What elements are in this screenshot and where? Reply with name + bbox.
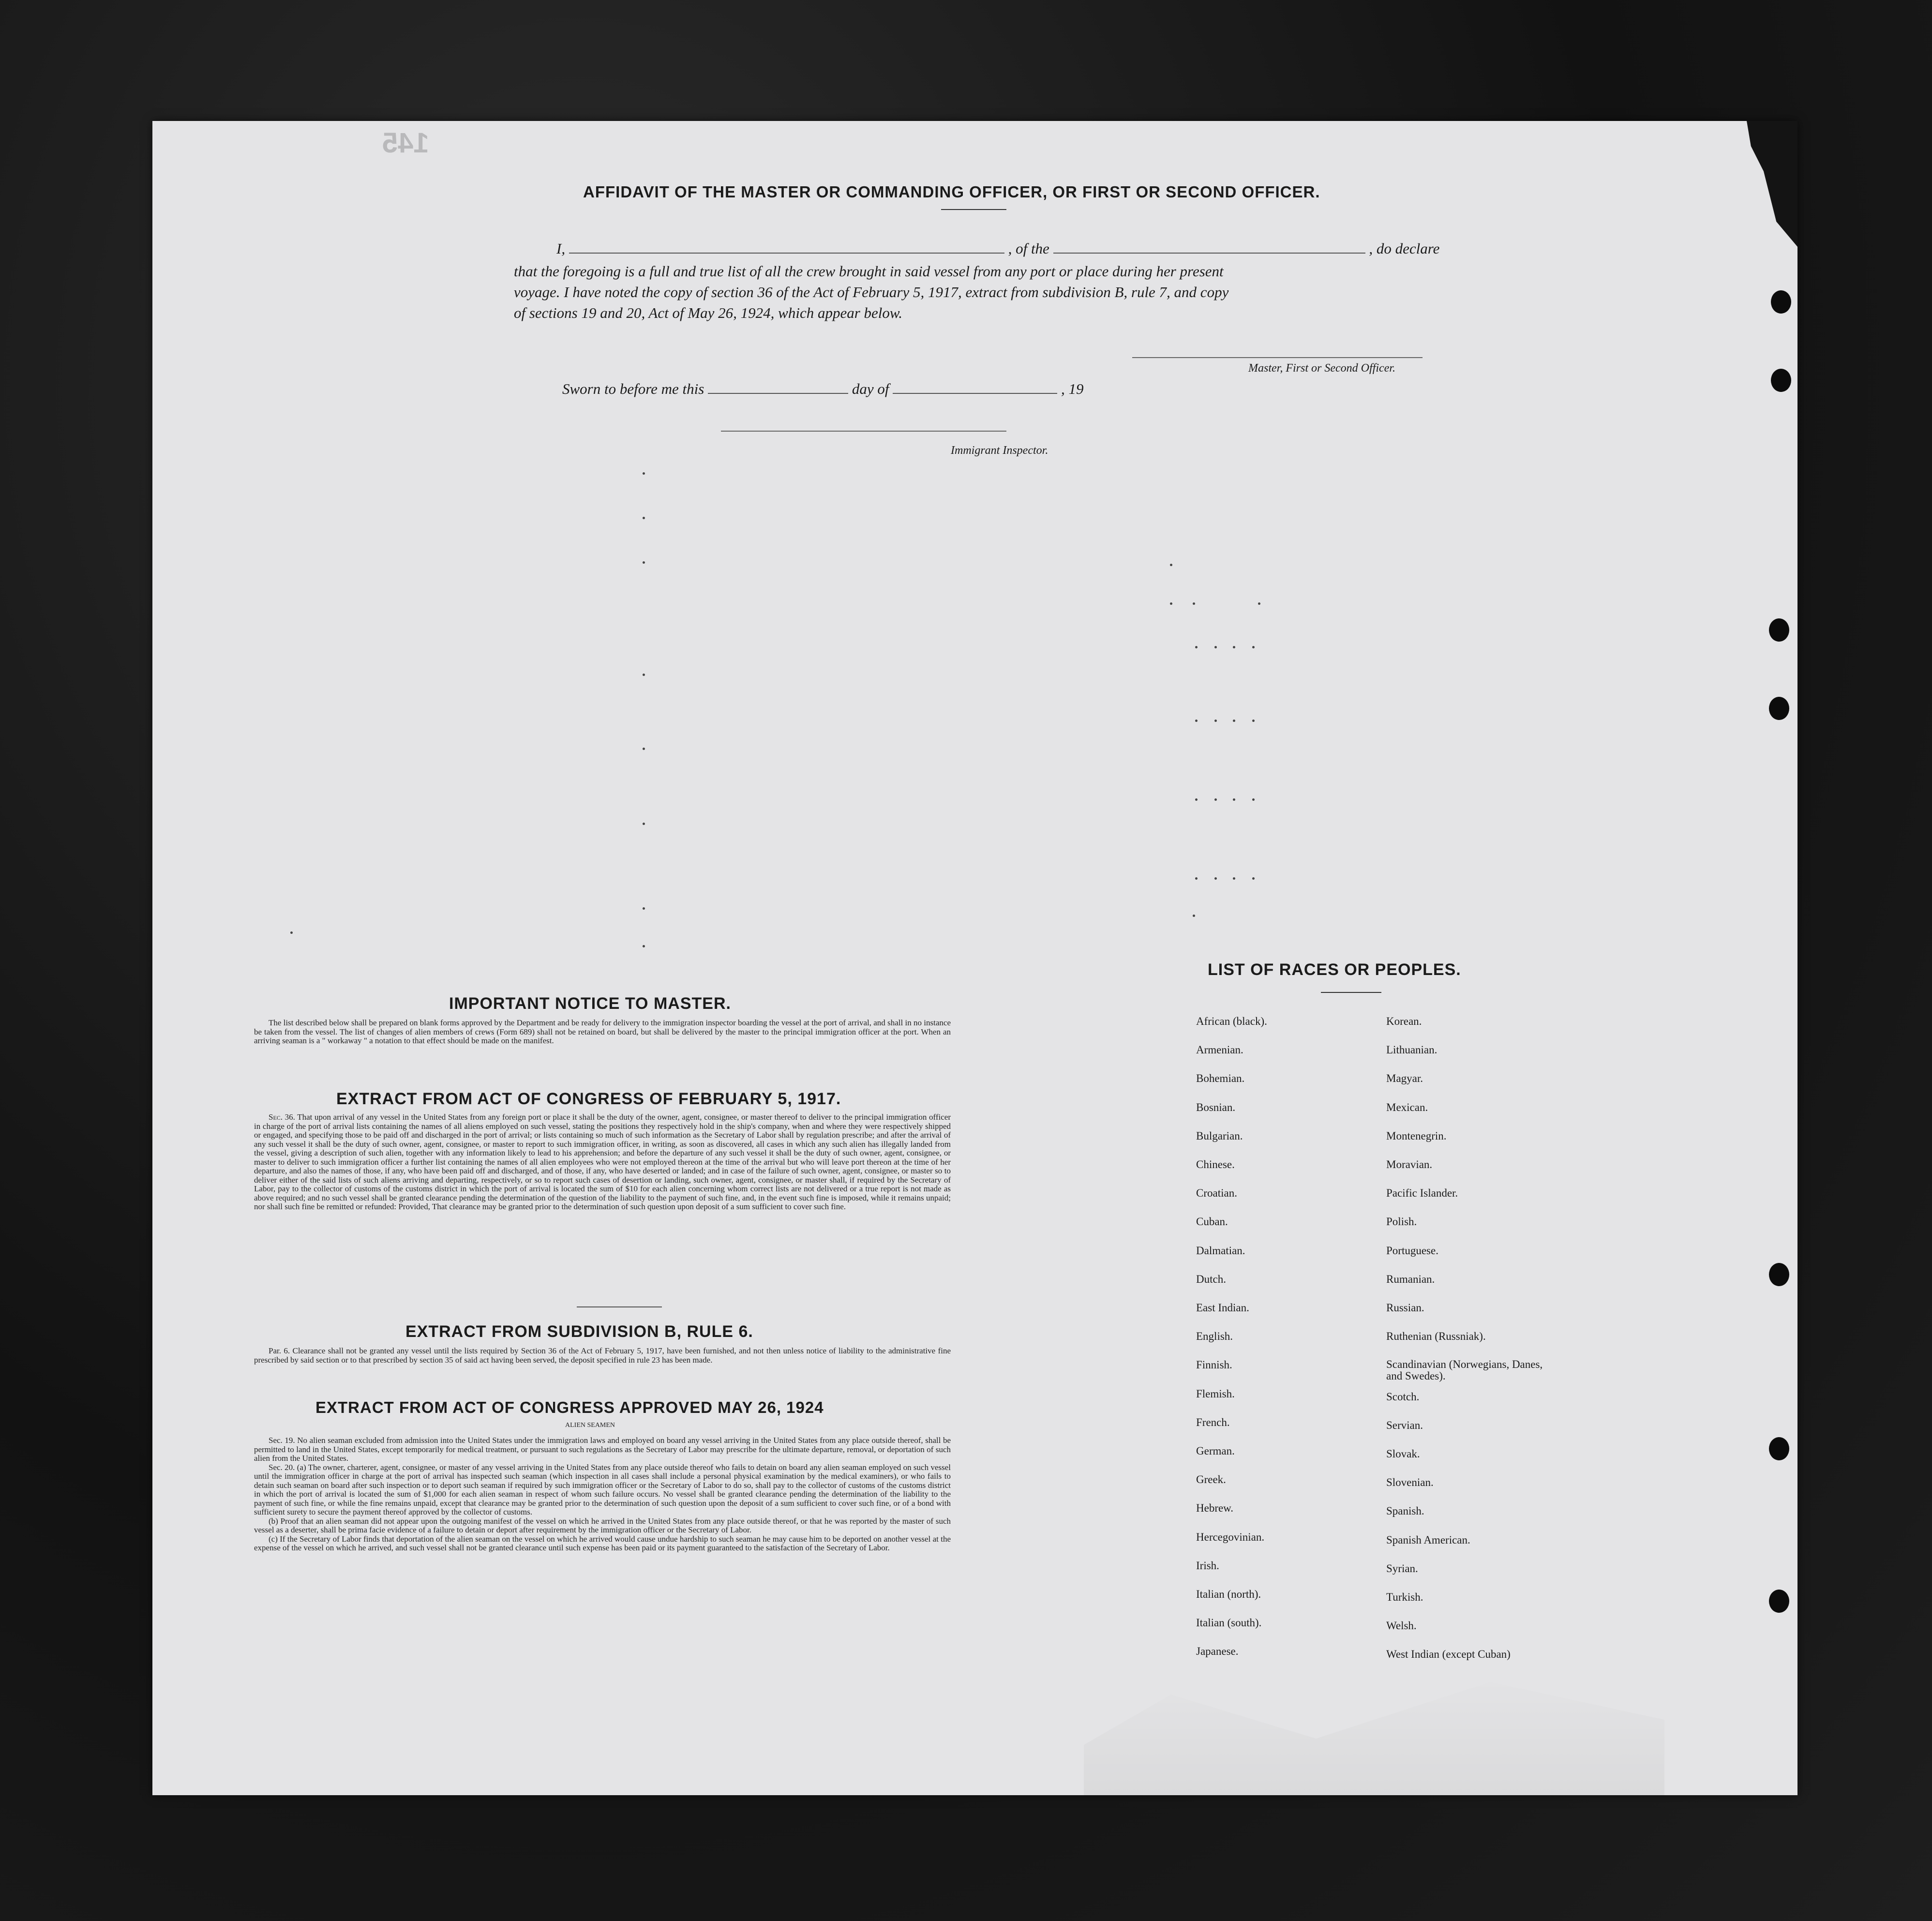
form-dot (1233, 798, 1235, 801)
race-item: Korean. (1386, 1015, 1422, 1027)
form-dot (1233, 646, 1235, 648)
form-dot (643, 907, 645, 910)
race-item: Scotch. (1386, 1390, 1420, 1403)
race-item: Dutch. (1196, 1273, 1226, 1285)
form-dot (643, 823, 645, 825)
punch-hole (1771, 290, 1791, 314)
punch-hole (1769, 697, 1789, 720)
extract-1924-title: EXTRACT FROM ACT OF CONGRESS APPROVED MAY 26, 1924 (315, 1398, 824, 1416)
punch-hole (1769, 1437, 1789, 1460)
inspector-signature-line[interactable] (721, 431, 1006, 432)
sec-36-label: Sec. 36. (269, 1112, 295, 1122)
sec-19-text: Sec. 19. No alien seaman excluded from admission into the United States under the immigration laws and employed on board any vessel arriving in the United States from any place outside thereof, shall be permitted to land in the United States, except temporarily for medical treatment, or pursuant to such regulations as the Secretary of Labor may prescribe for the ultimate departure, removal, or deportation of such alien from the United States. (254, 1436, 951, 1463)
punch-hole (1771, 369, 1791, 392)
race-item: Bosnian. (1196, 1101, 1236, 1113)
master-signature-label: Master, First or Second Officer. (1248, 362, 1395, 375)
race-item: Slovenian. (1386, 1476, 1434, 1489)
section-rule (577, 1306, 662, 1307)
race-item: Moravian. (1386, 1158, 1433, 1171)
race-item: Dalmatian. (1196, 1244, 1245, 1257)
race-item: Italian (north). (1196, 1588, 1261, 1600)
form-dot (1233, 720, 1235, 722)
form-dot (1170, 602, 1172, 605)
form-dot (643, 674, 645, 676)
affidavit-line-4: of sections 19 and 20, Act of May 26, 1924, which appear below. (514, 304, 903, 321)
inspector-signature-label: Immigrant Inspector. (951, 444, 1048, 457)
form-dot (1214, 877, 1217, 880)
race-item: Finnish. (1196, 1359, 1232, 1371)
form-dot (643, 472, 645, 475)
sworn-pre: Sworn to before me this (562, 380, 704, 397)
affidavit-line-1 (556, 240, 1439, 257)
form-dot (1252, 798, 1255, 801)
extract-1924-body (254, 1436, 951, 1553)
form-dot (1170, 564, 1172, 566)
race-item: Croatian. (1196, 1187, 1237, 1200)
year: , 19 (1061, 380, 1084, 397)
race-item: Polish. (1386, 1216, 1417, 1228)
race-item: Flemish. (1196, 1387, 1235, 1400)
extract-rule6-body (254, 1347, 951, 1365)
sec-20a-text: Sec. 20. (a) The owner, charterer, agent, consignee, or master of any vessel arriving in the United States from any place outside thereof who fails to detain on board any alien seaman employed on such vessel until the immigration officer in charge at the port of arrival has inspected such seaman (which inspection in all cases shall include a personal physical examination by the medical examiners), or who fails to detain such seaman on board after such inspection or to deport such seaman if required by such immigration officer or the Secretary of Labor to do so, shall pay to the collector of customs of the customs district in which the port of arrival is located the sum of $1,000 for each alien seaman in respect of whom such failure occurs. No vessel shall be granted clearance pending the determination of the liability to the payment of such fine, or while the fine remains unpaid, except that clearance may be granted prior to the determination of such question upon the deposit of a sum sufficient to cover such fine, or of a bond with sufficient surety to secure the payment thereof approved by the collector of customs. (254, 1462, 951, 1516)
sec-20b-text: (b) Proof that an alien seaman did not appear upon the outgoing manifest of the vessel on which he arrived in the United States from any place outside thereof, or that he was reported by the master of such vessel as a deserter, shall be prima facie evidence of a failure to detain or deport after requirement by the immigration officer or the Secretary of Labor. (254, 1516, 951, 1534)
form-dot (1195, 720, 1198, 722)
race-item: Hercegovinian. (1196, 1531, 1265, 1543)
sworn-month-blank[interactable] (893, 393, 1057, 394)
form-dot (1195, 877, 1198, 880)
race-item: Rumanian. (1386, 1273, 1435, 1285)
race-item: English. (1196, 1330, 1233, 1343)
race-item: Japanese. (1196, 1645, 1239, 1658)
form-dot (643, 561, 645, 564)
par-6-text: Clearance shall not be granted any vessel until the lists required by Section 36 of the Act of February 5, 1917, have been furnished, and not then unless notice of liability to the administrative fine prescribed by said section or to that prescribed by section 35 of said act having been served, the deposit specified in rule 23 has been made. (254, 1346, 951, 1365)
sworn-day-blank[interactable] (708, 393, 848, 394)
race-item: Turkish. (1386, 1591, 1423, 1603)
sec-20c-text: (c) If the Secretary of Labor finds that deportation of the alien seaman on the vessel on which he arrived would cause undue hardship to such seaman he may cause him to be deported on another vessel at the expense of the vessel on which he arrived, and such vessel shall not be granted clearance until such expense has been paid or its payment guaranteed to the satisfaction of the Secretary of Labor. (254, 1534, 951, 1552)
form-dot (643, 517, 645, 519)
race-item: African (black). (1196, 1015, 1267, 1027)
form-dot (1193, 602, 1195, 605)
race-item: Chinese. (1196, 1158, 1235, 1171)
race-item: Italian (south). (1196, 1617, 1262, 1629)
punch-hole (1769, 1590, 1789, 1613)
affidavit-line-3: voyage. I have noted the copy of section 36 of the Act of February 5, 1917, extract from subdivision B, rule 7, and copy (514, 284, 1229, 300)
form-dot (1214, 720, 1217, 722)
folio-number: 145 (382, 127, 429, 159)
race-item: Servian. (1386, 1419, 1423, 1431)
extract-1917-title: EXTRACT FROM ACT OF CONGRESS OF FEBRUARY 5, 1917. (336, 1090, 841, 1108)
race-item: Ruthenian (Russniak). (1386, 1330, 1486, 1343)
race-item: Hebrew. (1196, 1502, 1234, 1515)
title-rule (941, 209, 1006, 210)
race-item: Bohemian. (1196, 1072, 1245, 1085)
race-item: Greek. (1196, 1473, 1226, 1486)
punch-hole (1769, 1263, 1789, 1286)
race-item: Montenegrin. (1386, 1129, 1447, 1142)
day-of: day of (852, 380, 889, 397)
notice-text: The list described below shall be prepared on blank forms approved by the Department and be ready for delivery to the immigration inspector boarding the vessel at the port of arrival, and shall in no instance be taken from the vessel. The list of changes of alien members of crews (Form 689) shall not be retained on board, but shall be delivered by the master to the principal immigration officer at the port. When an arriving seaman is a " workaway " a notation to that effect should be made on the manifest. (254, 1018, 951, 1045)
form-dot (1193, 915, 1195, 917)
race-item: Irish. (1196, 1559, 1219, 1572)
race-item: Spanish American. (1386, 1533, 1470, 1546)
affidavit-title: AFFIDAVIT OF THE MASTER OR COMMANDING OFFICER, OR FIRST OR SECOND OFFICER. (583, 183, 1320, 201)
race-item: Slovak. (1386, 1448, 1420, 1460)
affidavit-line-2: that the foregoing is a full and true list of all the crew brought in said vessel from any port or place during her present (514, 263, 1224, 280)
form-dot (1214, 798, 1217, 801)
form-dot (290, 931, 293, 934)
par-6-label: Par. 6. (269, 1346, 290, 1355)
form-dot (1252, 877, 1255, 880)
race-item: German. (1196, 1445, 1235, 1457)
race-item: Lithuanian. (1386, 1044, 1438, 1056)
extract-rule6-title: EXTRACT FROM SUBDIVISION B, RULE 6. (405, 1322, 753, 1341)
form-dot (643, 945, 645, 947)
sworn-line (562, 380, 1083, 398)
form-dot (1258, 602, 1260, 605)
form-dot (1214, 646, 1217, 648)
notice-title: IMPORTANT NOTICE TO MASTER. (449, 994, 731, 1013)
vessel-blank[interactable] (1053, 253, 1365, 254)
race-item: Mexican. (1386, 1101, 1428, 1113)
form-dot (643, 748, 645, 750)
race-item: Cuban. (1196, 1216, 1228, 1228)
races-title: LIST OF RACES OR PEOPLES. (1208, 960, 1461, 979)
of-the: , of the (1008, 240, 1049, 257)
race-item: Portuguese. (1386, 1244, 1438, 1257)
form-dot (1252, 646, 1255, 648)
do-declare: , do declare (1369, 240, 1440, 257)
race-item: East Indian. (1196, 1302, 1249, 1314)
name-blank[interactable] (569, 253, 1004, 254)
race-item: Scandinavian (Norwegians, Danes, and Swedes). (1386, 1358, 1543, 1382)
notice-body (254, 1019, 951, 1046)
form-dot (1195, 798, 1198, 801)
form-dot (1252, 720, 1255, 722)
race-item: Armenian. (1196, 1044, 1243, 1056)
form-dot (1233, 877, 1235, 880)
extract-1917-body (254, 1113, 951, 1212)
race-item: Spanish. (1386, 1505, 1424, 1517)
race-item: French. (1196, 1416, 1230, 1428)
race-item: Syrian. (1386, 1562, 1418, 1575)
master-signature-line[interactable] (1132, 357, 1423, 358)
races-title-rule (1321, 992, 1381, 993)
form-dot (1195, 646, 1198, 648)
punch-hole (1769, 618, 1789, 642)
alien-seamen-subtitle: ALIEN SEAMEN (565, 1422, 615, 1429)
race-item: Bulgarian. (1196, 1129, 1243, 1142)
race-item: West Indian (except Cuban) (1386, 1648, 1511, 1661)
race-item: Welsh. (1386, 1620, 1417, 1632)
race-item: Magyar. (1386, 1072, 1423, 1085)
race-item: Pacific Islander. (1386, 1187, 1458, 1200)
race-item: Russian. (1386, 1302, 1424, 1314)
pre-i: I, (556, 240, 566, 257)
sec-36-text: That upon arrival of any vessel in the United States from any foreign port or place it shall be the duty of the owner, agent, consignee, or master thereof to deliver to the principal immigration officer in charge of the port of arrival lists containing the names of all aliens employed on such vessel, stating the positions they respectively hold in the ship's company, when and where they were respectively shipped or engaged, and specifying those to be paid off and discharged in the port of arrival; or lists containing so much of such information as the Secretary of Labor shall by regulation prescribe; and after the arrival of any such vessel it shall be the duty of such owner, agent, consignee, or master to report to such immigration officer, in writing, as soon as discovered, all cases in which any such alien has illegally landed from the vessel, giving a description of such alien, together with any information likely to lead to his apprehension; and before the departure of any such vessel it shall be the duty of such owner, agent, consignee, or master to deliver to such immigration officer a further list containing the names of all alien employees who were not employed thereon at the time of the arrival but who will leave port thereon at the time of her departure, and also the names of those, if any, who have been paid off and discharged, and of those, if any, who have deserted or landed; and in case of the failure of such owner, agent, consignee, or master so to deliver either of the said lists of such aliens arriving and departing, respectively, or so to report such cases of desertion or landing, such owner, agent, consignee, or master shall, if required by the Secretary of Labor, pay to the collector of customs of the customs district in which the port of arrival is located the sum of $10 for each alien concerning whom correct lists are not delivered or a true report is not made as above required; and no such vessel shall be granted clearance pending the determination of the question of the liability to the payment of such fine, and, in the event such fine is imposed, while it remains unpaid; nor shall such fine be remitted or refunded: Provided, That clearance may be granted prior to the determination of such question upon deposit of a sum sufficient to cover such fine. (254, 1112, 951, 1211)
